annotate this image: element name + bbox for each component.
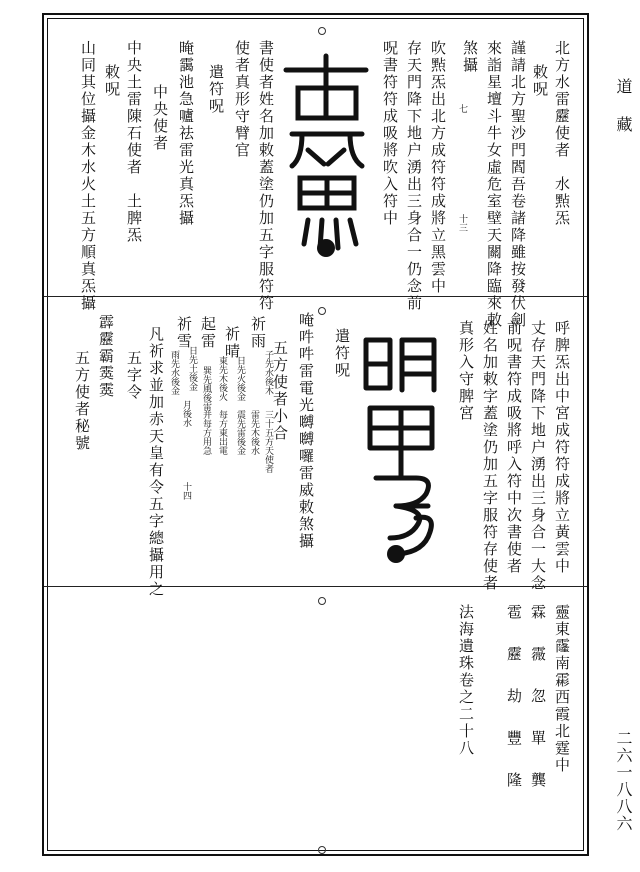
annotation-note: 每方東出電 xyxy=(217,410,227,455)
binding-hole-upper-middle xyxy=(318,307,326,315)
text-column: 丈存天門降下地户湧出三身合一大念 xyxy=(529,320,547,592)
text-column: 晻靄池急嚧祛雷光真炁攝 xyxy=(177,40,195,227)
annotation-note: 震先雷後金 xyxy=(235,410,245,455)
binding-hole-top xyxy=(318,27,326,35)
talisman-seal-top xyxy=(278,48,374,258)
text-column: 北方水雷靂使者 水㸃炁 xyxy=(553,40,571,227)
annotation-note: 巽先風後雷 xyxy=(201,366,211,411)
text-column: 來詣星壇斗牛女虛危室壁天關降臨來敕 xyxy=(485,40,503,329)
annotation-note: 雨先水後金 xyxy=(169,350,179,395)
text-column: 存天門降下地户湧出三身合一仍念前 xyxy=(405,40,423,312)
text-column: 五方使者小合 xyxy=(271,340,289,442)
annotation-note: 并每方用急 xyxy=(201,410,211,455)
text-column: 唵吽吽雷電光嚩嚩囉雷威敕煞攝 xyxy=(297,312,315,550)
text-column: 祈晴 xyxy=(223,326,241,360)
page-number-margin: 二六一八八六 xyxy=(614,730,633,832)
text-column: 姓名加敕字蓋塗仍加五字服符存使者 xyxy=(481,320,499,592)
talisman-seal-middle xyxy=(356,328,446,568)
text-column: 靈東霳南霦西霞北霆中 xyxy=(553,604,571,774)
annotation-note: 日先土後金 xyxy=(187,346,197,391)
text-column: 敕呪 xyxy=(103,64,121,98)
text-column: 五方使者秘號 xyxy=(73,350,91,452)
binding-hole-bottom xyxy=(318,846,326,854)
text-column: 真形入守脾宮 xyxy=(457,320,475,422)
text-column: 呪書符符成吸將吹入符中 xyxy=(381,40,399,227)
text-column: 敕呪 xyxy=(531,64,549,98)
text-column: 五字令 xyxy=(125,350,143,401)
text-column: 山同其位攝金木水火土五方順真炁攝 xyxy=(79,40,97,312)
annotation-note: 月後水 xyxy=(181,400,191,427)
text-column: 霖 霺 忽 單 龔 xyxy=(529,604,547,793)
text-column: 凡祈求並加赤天皇有令五字總攝用之 xyxy=(147,326,165,598)
text-column: 祈雪 xyxy=(175,316,193,350)
text-column: 祈雨 xyxy=(249,316,267,350)
chapter-end-title: 法海遺珠卷之二十八 xyxy=(457,604,475,757)
text-column: 中央使者 xyxy=(151,84,169,152)
annotation-note: 雷先木後水 xyxy=(249,410,259,455)
text-column: 使者真形守臂官 xyxy=(233,40,251,159)
annotation-note: 三十五方天使者 xyxy=(263,410,273,473)
text-column: 起雷 xyxy=(199,316,217,350)
binding-hole-lower-middle xyxy=(318,597,326,605)
text-column: 雹 靂 劫 豐 隆 xyxy=(505,604,523,793)
text-column: 書使者姓名加敕蓋塗仍加五字服符符 xyxy=(257,40,275,312)
book-title-margin: 道藏 xyxy=(614,78,633,154)
section-divider-upper xyxy=(44,296,587,297)
text-column: 中央土雷陳石使者 土脾炁 xyxy=(125,40,143,244)
text-column: 吹㸃炁出北方成符符成將立黑雲中 xyxy=(429,40,447,295)
text-column: 謹請北方聖沙門閻吾卷諸降雖按發伏劍 xyxy=(509,40,527,329)
text-column: 前呪書符成吸將呼入符中次書使者 xyxy=(505,320,523,575)
annotation-number: 十三 xyxy=(457,214,467,232)
annotation-number: 十四 xyxy=(181,482,191,500)
annotation-number: 七 xyxy=(457,104,467,113)
text-column: 呼脾炁出中宮成符符成將立黃雲中 xyxy=(553,320,571,575)
section-divider-lower xyxy=(44,586,587,587)
text-column: 遣符呪 xyxy=(333,328,351,379)
annotation-note: 東先木後火 xyxy=(217,356,227,401)
annotation-note: 子先水後木 xyxy=(263,350,273,395)
text-column: 霹靂霸霙霙 xyxy=(97,314,115,399)
text-column: 煞攝 xyxy=(461,40,479,74)
annotation-note: 日先火後金 xyxy=(235,356,245,401)
text-column: 遣符呪 xyxy=(207,64,225,115)
